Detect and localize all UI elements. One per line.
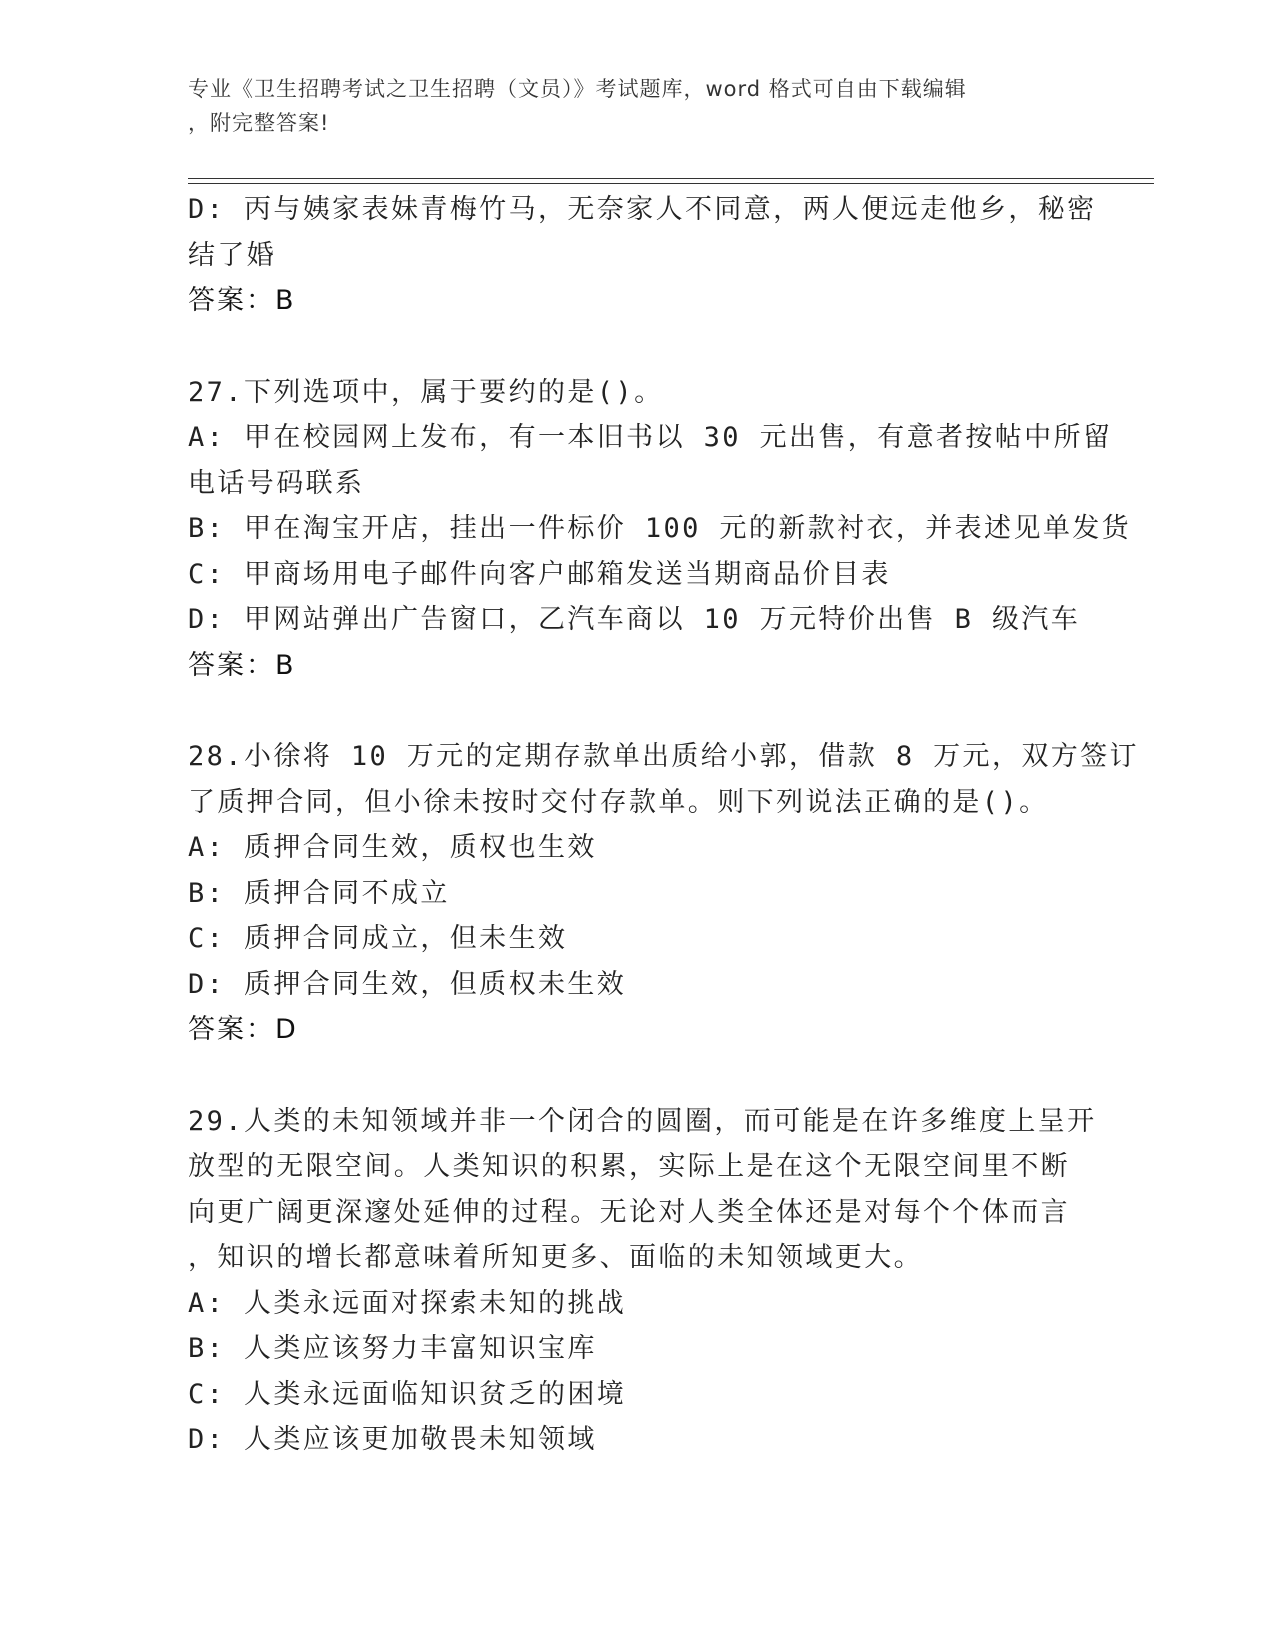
option-c: C: 甲商场用电子邮件向客户邮箱发送当期商品价目表: [188, 558, 891, 590]
question-text: 28.小徐将 10 万元的定期存款单出质给小郭，借款 8 万元，双方签订: [188, 741, 1139, 772]
question-26-tail: [188, 187, 1097, 324]
question-29: [188, 1099, 1097, 1463]
option-a: A: 质押合同生效，质权也生效: [188, 832, 597, 863]
option-c: C: 质押合同成立，但未生效: [188, 923, 568, 954]
option-d: D: 丙与姨家表妹青梅竹马，无奈家人不同意，两人便远走他乡，秘密: [188, 194, 1097, 225]
header-divider-top: [188, 178, 1154, 179]
header-divider-bottom: [188, 183, 1154, 184]
document-body: [188, 187, 1139, 1463]
option-d: D: 人类应该更加敬畏未知领域: [188, 1424, 597, 1455]
answer-line: 答案：D: [188, 1014, 298, 1045]
question-text-cont: 了质押合同，但小徐未按时交付存款单。则下列说法正确的是()。: [188, 786, 1049, 818]
option-d: D: 甲网站弹出广告窗口，乙汽车商以 10 万元特价出售 B 级汽车: [188, 604, 1081, 635]
document-header: [188, 72, 1078, 140]
answer-line: 答案：B: [188, 649, 296, 681]
option-b: B: 甲在淘宝开店，挂出一件标价 100 元的新款衬衣，并表述见单发货: [188, 513, 1132, 544]
header-line-2: ，附完整答案!: [188, 111, 330, 135]
option-a-cont: 电话号码联系: [188, 467, 365, 499]
option-a: A: 甲在校园网上发布，有一本旧书以 30 元出售，有意者按帖中所留: [188, 422, 1113, 453]
option-a: A: 人类永远面对探索未知的挑战: [188, 1287, 627, 1319]
question-text-cont: 向更广阔更深邃处延伸的过程。无论对人类全体还是对每个个体而言: [188, 1196, 1070, 1228]
option-c: C: 人类永远面临知识贫乏的困境: [188, 1378, 627, 1410]
question-text-cont: ，知识的增长都意味着所知更多、面临的未知领域更大。: [188, 1242, 923, 1273]
question-text: 27.下列选项中，属于要约的是()。: [188, 376, 664, 408]
question-28: [188, 734, 1139, 1053]
option-b: B: 人类应该努力丰富知识宝库: [188, 1333, 597, 1364]
option-d: D: 质押合同生效，但质权未生效: [188, 968, 627, 1000]
answer-line: 答案：B: [188, 285, 296, 316]
option-d-cont: 结了婚: [188, 239, 277, 271]
header-line-1: 专业《卫生招聘考试之卫生招聘（文员）》考试题库，word 格式可自由下载编辑: [188, 77, 967, 101]
question-27: [188, 370, 1132, 689]
option-b: B: 质押合同不成立: [188, 877, 450, 909]
question-text: 29.人类的未知领域并非一个闭合的圆圈，而可能是在许多维度上呈开: [188, 1105, 1097, 1137]
question-text-cont: 放型的无限空间。人类知识的积累，实际上是在这个无限空间里不断: [188, 1151, 1070, 1182]
